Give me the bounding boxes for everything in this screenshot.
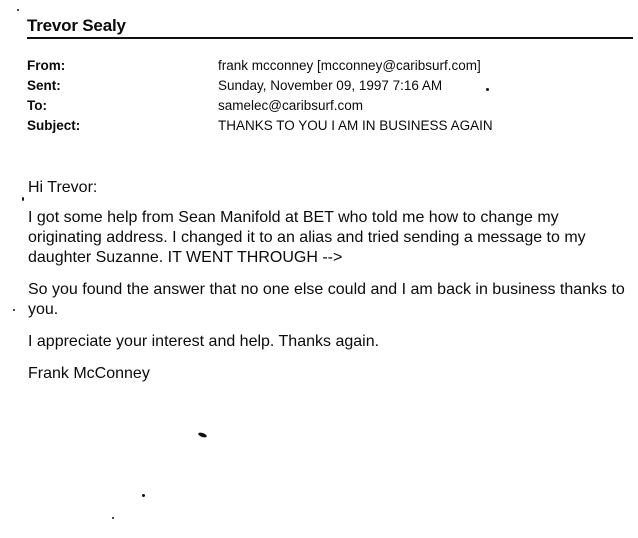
greeting: Hi Trevor:: [28, 179, 98, 196]
sender-name: Trevor Sealy: [27, 16, 126, 35]
to-label: To:: [27, 98, 47, 113]
email-body: [28, 178, 634, 396]
scan-speck: [17, 9, 19, 11]
sent-value: Sunday, November 09, 1997 7:16 AM: [218, 78, 443, 93]
scan-speck: [13, 309, 15, 311]
header-divider: [27, 37, 633, 39]
from-value: frank mcconney [mcconney@caribsurf.com]: [218, 58, 481, 73]
from-label: From:: [27, 58, 66, 73]
scan-speck: [22, 197, 24, 201]
sent-label: Sent:: [27, 78, 61, 93]
scan-speck: [198, 432, 208, 439]
scan-speck: [486, 88, 489, 91]
body-paragraph-3: I appreciate your interest and help. Thanks again.: [28, 333, 380, 350]
body-paragraph-1: I got some help from Sean Manifold at BET who told me how to change my originating address. I changed it to an alias and tried sending a message to my daughter Suzanne. IT WENT THROUGH -->: [28, 209, 586, 266]
subject-label: Subject:: [27, 118, 81, 133]
signature: Frank McConney: [28, 365, 150, 382]
scan-speck: [112, 517, 114, 519]
subject-value: THANKS TO YOU I AM IN BUSINESS AGAIN: [218, 118, 493, 133]
to-value: samelec@caribsurf.com: [218, 98, 363, 113]
body-paragraph-2: So you found the answer that no one else could and I am back in business thanks to you.: [28, 281, 625, 318]
scan-speck: [142, 494, 145, 497]
